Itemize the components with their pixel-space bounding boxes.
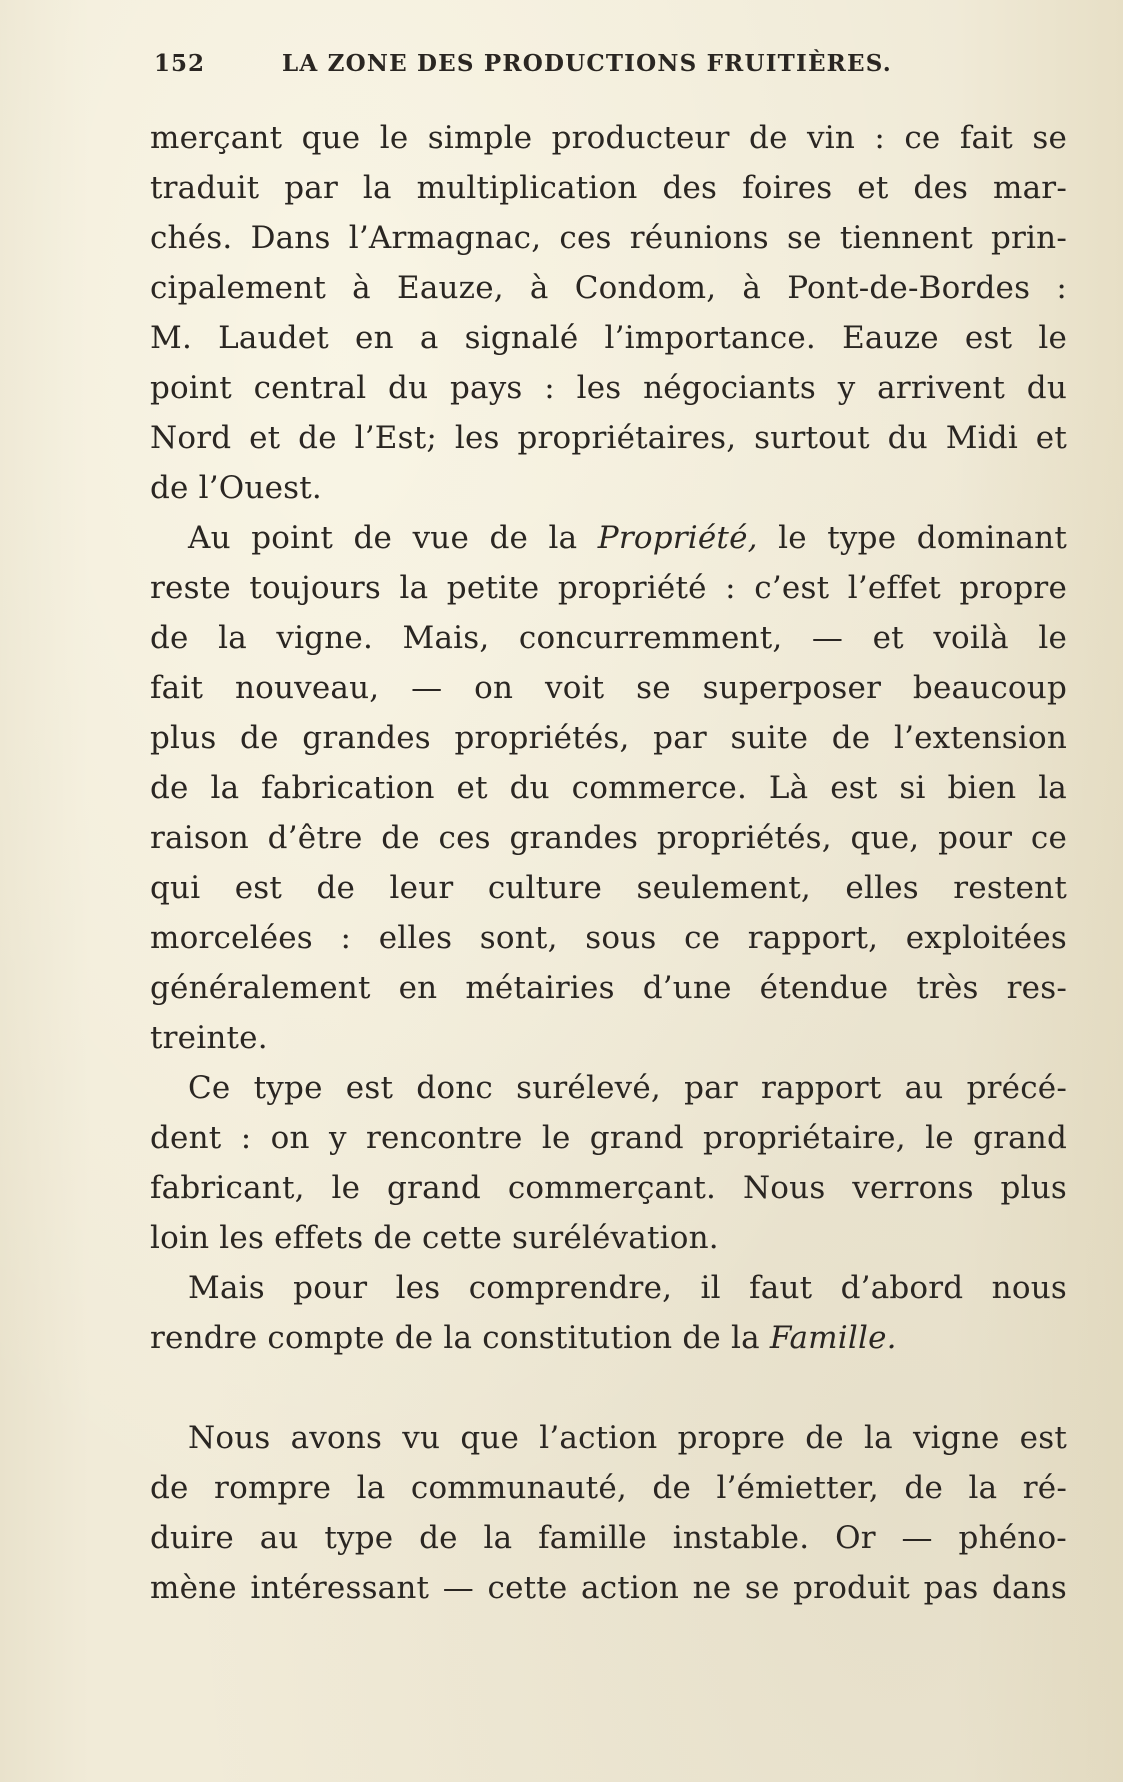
text-line: Nord et de l’Est; les propriétaires, surtout du Midi et [150,420,1067,456]
text-line: de rompre la communauté, de l’émietter, de la ré- [150,1470,1067,1506]
text-line: point central du pays : les négociants y arrivent du [150,370,1067,406]
text-line: morcelées : elles sont, sous ce rapport, exploitées [150,920,1067,956]
text-line: Nous avons vu que l’action propre de la vigne est [188,1420,1067,1456]
section-gap [150,1363,1067,1413]
text-line: Mais pour les comprendre, il faut d’abord nous [188,1270,1067,1306]
text-line: Ce type est donc surélevé, par rapport au précé- [188,1070,1067,1106]
text-line: chés. Dans l’Armagnac, ces réunions se tiennent prin- [150,220,1067,256]
text-line: M. Laudet en a signalé l’importance. Eauze est le [150,320,1067,356]
text-line: qui est de leur culture seulement, elles restent [150,870,1067,906]
text-line: reste toujours la petite propriété : c’est l’effet propre [150,570,1067,606]
text-line: de la vigne. Mais, concurremment, — et voilà le [150,620,1067,656]
text-line [150,513,1067,563]
text-line: de l’Ouest. [150,470,322,506]
text-line: traduit par la multiplication des foires et des mar- [150,170,1067,206]
text-line [150,1313,1067,1363]
text-line: plus de grandes propriétés, par suite de l’extension [150,720,1067,756]
running-title: LA ZONE DES PRODUCTIONS FRUITIÈRES. [282,50,892,77]
text-line: loin les effets de cette surélévation. [150,1220,719,1256]
text-line: de la fabrication et du commerce. Là est si bien la [150,770,1067,806]
page-header [154,50,954,90]
text-line: duire au type de la famille instable. Or — phéno- [150,1520,1067,1556]
text-line: mène intéressant — cette action ne se produit pas dans [150,1570,1067,1606]
text-line: cipalement à Eauze, à Condom, à Pont-de-Bordes : [150,270,1067,306]
page-number: 152 [154,50,206,77]
text-fragment: Au point de vue de la [188,520,578,556]
text-fragment: le type dominant [778,520,1067,556]
text-line: merçant que le simple producteur de vin : ce fait se [150,120,1067,156]
text-line: treinte. [150,1020,268,1056]
italic-term: Famille. [769,1320,897,1356]
text-line: fait nouveau, — on voit se superposer beaucoup [150,670,1067,706]
text-line: dent : on y rencontre le grand propriétaire, le grand [150,1120,1067,1156]
body-text [150,113,1067,1613]
italic-term: Propriété, [597,520,758,556]
text-line: généralement en métairies d’une étendue très res- [150,970,1067,1006]
text-line: fabricant, le grand commerçant. Nous verrons plus [150,1170,1067,1206]
text-line: raison d’être de ces grandes propriétés, que, pour ce [150,820,1067,856]
text-fragment: rendre compte de la constitution de la [150,1320,760,1356]
